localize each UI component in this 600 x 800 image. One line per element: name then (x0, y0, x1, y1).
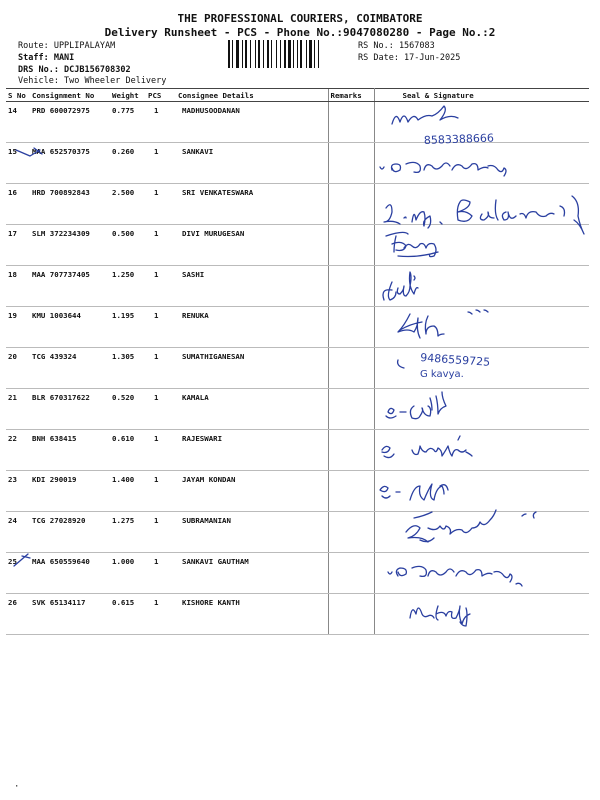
cell-weight: 0.260 (110, 143, 146, 184)
col-seal-signature: Seal & Signature (374, 89, 589, 102)
cell-consignee: RENUKA (176, 307, 328, 348)
cell-consignment: TCG 439324 (30, 348, 110, 389)
table-row (6, 512, 589, 553)
cell-weight: 1.275 (110, 512, 146, 553)
cell-pcs: 1 (146, 348, 176, 389)
table-header-row (6, 89, 589, 102)
cell-consignee: JAYAM KONDAN (176, 471, 328, 512)
col-consignee: Consignee Details (176, 89, 328, 102)
cell-weight: 1.195 (110, 307, 146, 348)
cell-weight: 0.500 (110, 225, 146, 266)
cell-consignment: KMU 1003644 (30, 307, 110, 348)
cell-remarks (328, 553, 374, 594)
cell-seal-signature (374, 102, 589, 143)
cell-consignee: SRI VENKATESWARA (176, 184, 328, 225)
cell-weight: 0.520 (110, 389, 146, 430)
cell-consignee: SUMATHIGANESAN (176, 348, 328, 389)
table-row (6, 102, 589, 143)
table-row (6, 389, 589, 430)
cell-sno: 18 (6, 266, 30, 307)
cell-sno: 17 (6, 225, 30, 266)
table-row (6, 594, 589, 635)
cell-sno: 23 (6, 471, 30, 512)
col-sno: S No (6, 89, 30, 102)
cell-pcs: 1 (146, 389, 176, 430)
cell-sno: 21 (6, 389, 30, 430)
cell-weight: 1.250 (110, 266, 146, 307)
table-row (6, 307, 589, 348)
cell-sno: 25 (6, 553, 30, 594)
phone-row20: 9486559725 (419, 351, 491, 369)
cell-consignee: SUBRAMANIAN (176, 512, 328, 553)
cell-consignment: MAA 650559640 (30, 553, 110, 594)
cell-consignee: KAMALA (176, 389, 328, 430)
cell-remarks (328, 266, 374, 307)
cell-consignee: SASHI (176, 266, 328, 307)
cell-seal-signature (374, 307, 589, 348)
cell-consignee: SANKAVI GAUTHAM (176, 553, 328, 594)
cell-consignment: PRD 600072975 (30, 102, 110, 143)
cell-seal-signature (374, 594, 589, 635)
cell-pcs: 1 (146, 307, 176, 348)
company-title: THE PROFESSIONAL COURIERS, COIMBATORE (177, 12, 423, 25)
col-weight: Weight (110, 89, 146, 102)
cell-consignee: DIVI MURUGESAN (176, 225, 328, 266)
cell-remarks (328, 225, 374, 266)
table-row (6, 553, 589, 594)
cell-remarks (328, 348, 374, 389)
cell-pcs: 1 (146, 471, 176, 512)
cell-remarks (328, 143, 374, 184)
cell-sno: 14 (6, 102, 30, 143)
cell-sno: 15 (6, 143, 30, 184)
cell-pcs: 1 (146, 430, 176, 471)
cell-sno: 26 (6, 594, 30, 635)
cell-seal-signature (374, 348, 589, 389)
cell-consignment: HRD 700892843 (30, 184, 110, 225)
cell-sno: 22 (6, 430, 30, 471)
drs-number: DRS No.: DCJB156708302 (18, 65, 131, 75)
cell-pcs: 1 (146, 266, 176, 307)
cell-remarks (328, 307, 374, 348)
cell-seal-signature (374, 430, 589, 471)
cell-pcs: 1 (146, 553, 176, 594)
cell-weight: 0.775 (110, 102, 146, 143)
cell-weight: 2.500 (110, 184, 146, 225)
cell-weight: 1.000 (110, 553, 146, 594)
cell-pcs: 1 (146, 225, 176, 266)
rs-date: RS Date: 17-Jun-2025 (358, 53, 461, 63)
cell-consignee: MADHUSOODANAN (176, 102, 328, 143)
cell-consignment: TCG 27028920 (30, 512, 110, 553)
cell-consignee: RAJESWARI (176, 430, 328, 471)
cell-consignment: BNH 638415 (30, 430, 110, 471)
cell-seal-signature (374, 553, 589, 594)
staff-label: Staff: MANI (18, 53, 75, 63)
cell-consignment: SVK 65134117 (30, 594, 110, 635)
table-row (6, 348, 589, 389)
cell-consignment: MAA 652570375 (30, 143, 110, 184)
table-row (6, 225, 589, 266)
name-row20: G kavya. (420, 369, 464, 380)
vehicle-label: Vehicle: Two Wheeler Delivery (18, 76, 167, 86)
cell-sno: 19 (6, 307, 30, 348)
col-pcs: PCS (146, 89, 176, 102)
cell-consignee: SANKAVI (176, 143, 328, 184)
cell-seal-signature (374, 143, 589, 184)
cell-seal-signature (374, 389, 589, 430)
cell-consignment: MAA 707737405 (30, 266, 110, 307)
cell-pcs: 1 (146, 594, 176, 635)
scan-mark: · (14, 782, 20, 792)
cell-pcs: 1 (146, 143, 176, 184)
cell-seal-signature (374, 225, 589, 266)
cell-pcs: 1 (146, 512, 176, 553)
table-row (6, 143, 589, 184)
rs-number: RS No.: 1567083 (358, 41, 435, 51)
runsheet-table (6, 88, 589, 635)
cell-consignment: SLM 372234309 (30, 225, 110, 266)
cell-remarks (328, 184, 374, 225)
table-row (6, 184, 589, 225)
cell-sno: 24 (6, 512, 30, 553)
cell-remarks (328, 430, 374, 471)
cell-seal-signature (374, 266, 589, 307)
cell-seal-signature (374, 512, 589, 553)
col-consignment: Consignment No (30, 89, 110, 102)
cell-remarks (328, 471, 374, 512)
cell-seal-signature (374, 471, 589, 512)
cell-weight: 1.305 (110, 348, 146, 389)
route-label: Route: UPPLIPALAYAM (18, 41, 116, 51)
runsheet-subtitle: Delivery Runsheet - PCS - Phone No.:9047080280 - Page No.:2 (104, 26, 496, 39)
cell-consignment: BLR 670317622 (30, 389, 110, 430)
barcode (228, 40, 354, 68)
cell-remarks (328, 389, 374, 430)
cell-weight: 0.610 (110, 430, 146, 471)
cell-remarks (328, 594, 374, 635)
table-row (6, 430, 589, 471)
cell-sno: 20 (6, 348, 30, 389)
cell-pcs: 1 (146, 102, 176, 143)
table-row (6, 266, 589, 307)
cell-weight: 0.615 (110, 594, 146, 635)
cell-consignment: KDI 290019 (30, 471, 110, 512)
cell-consignee: KISHORE KANTH (176, 594, 328, 635)
cell-pcs: 1 (146, 184, 176, 225)
cell-weight: 1.400 (110, 471, 146, 512)
table-row (6, 471, 589, 512)
cell-seal-signature (374, 184, 589, 225)
col-remarks: Remarks (328, 89, 374, 102)
cell-sno: 16 (6, 184, 30, 225)
phone-row14: 8583388666 (423, 131, 495, 147)
cell-remarks (328, 102, 374, 143)
cell-remarks (328, 512, 374, 553)
